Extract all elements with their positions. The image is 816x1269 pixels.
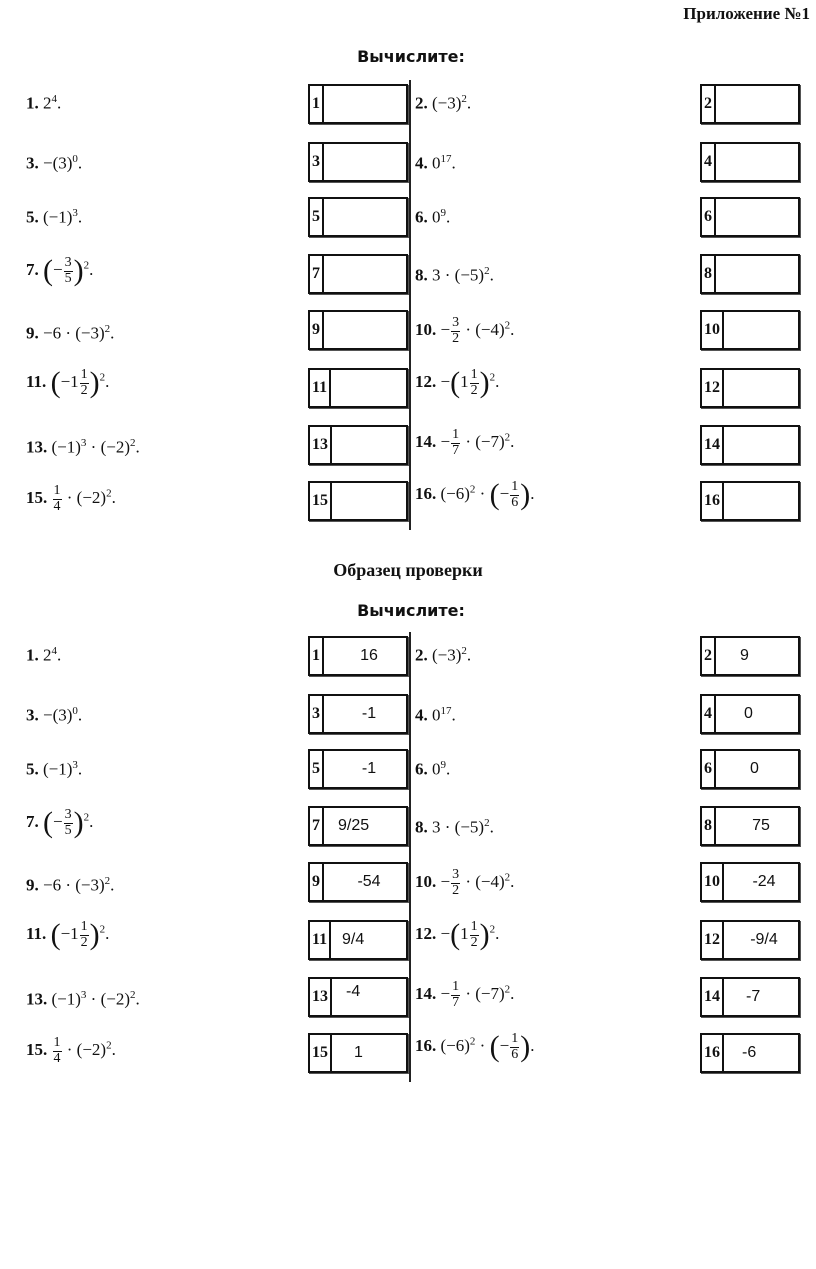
answer-box-3[interactable]: 3 — [308, 142, 408, 182]
column-divider — [409, 632, 411, 1082]
answer-box-15[interactable]: 15 — [308, 481, 408, 521]
problem-10: 10. − $\frac{3}{2}$ · $(-4)^2$. — [415, 867, 515, 898]
worksheet-sample — [0, 634, 816, 1154]
problem-5: 5. $(-1)^3$. — [26, 759, 83, 779]
answer-box-11[interactable]: 11 9/4 — [308, 920, 408, 960]
problem-8: 8. $3 \cdot (-5)^2$. — [415, 817, 494, 837]
problem-6: 6. $0^9$. — [415, 759, 451, 779]
worksheet-title: Вычислите: — [357, 47, 465, 66]
answer-box-6[interactable]: 6 0 — [700, 749, 800, 789]
problem-13: 13. $(-1)^3 \cdot (-2)^2$. — [26, 989, 140, 1009]
appendix-label: Приложение №1 — [683, 4, 810, 23]
answer-box-7[interactable]: 7 9/25 — [308, 806, 408, 846]
problem-16: 16. $(-6)^2$ · (− $\frac{1}{6}$ ). — [415, 478, 535, 512]
problem-6: 6. $0^9$. — [415, 207, 451, 227]
problem-4: 4. $0^{17}$. — [415, 705, 456, 725]
answer-box-5[interactable]: 5 — [308, 197, 408, 237]
problem-3: 3. $-(3)^0$. — [26, 705, 83, 725]
sample-title: Образец проверки — [333, 560, 483, 580]
answer-box-6[interactable]: 6 — [700, 197, 800, 237]
problem-10: 10. − $\frac{3}{2}$ · $(-4)^2$. — [415, 315, 515, 346]
problem-13: 13. $(-1)^3 \cdot (-2)^2$. — [26, 437, 140, 457]
answer-box-10[interactable]: 10 -24 — [700, 862, 800, 902]
answer-box-8[interactable]: 8 75 — [700, 806, 800, 846]
problem-2: 2. $(-3)^2$. — [415, 93, 472, 113]
problem-11: 11. (−1 $\frac{1}{2}$ )$^2$. — [26, 918, 110, 952]
answer-box-3[interactable]: 3 -1 — [308, 694, 408, 734]
problem-7: 7. (− $\frac{3}{5}$ )$^2$. — [26, 254, 94, 288]
answer-box-1[interactable]: 1 16 — [308, 636, 408, 676]
problem-11: 11. (−1 $\frac{1}{2}$ )$^2$. — [26, 366, 110, 400]
answer-box-10[interactable]: 10 — [700, 310, 800, 350]
answer-box-9[interactable]: 9 -54 — [308, 862, 408, 902]
answer-box-2[interactable]: 2 9 — [700, 636, 800, 676]
answer-box-4[interactable]: 4 — [700, 142, 800, 182]
problem-2: 2. $(-3)^2$. — [415, 645, 472, 665]
answer-box-12[interactable]: 12 — [700, 368, 800, 408]
answer-box-13[interactable]: 13 — [308, 425, 408, 465]
answer-box-16[interactable]: 16 -6 — [700, 1033, 800, 1073]
answer-box-1[interactable]: 1 — [308, 84, 408, 124]
problem-15: 15. $\frac{1}{4}$ · $(-2)^2$. — [26, 483, 116, 514]
problem-16: 16. $(-6)^2$ · (− $\frac{1}{6}$ ). — [415, 1030, 535, 1064]
problem-5: 5. $(-1)^3$. — [26, 207, 83, 227]
column-divider — [409, 80, 411, 530]
problem-3: 3. $-(3)^0$. — [26, 153, 83, 173]
problem-14: 14. − $\frac{1}{7}$ · $(-7)^2$. — [415, 427, 515, 458]
answer-box-7[interactable]: 7 — [308, 254, 408, 294]
problem-12: 12. −(1 $\frac{1}{2}$ )$^2$. — [415, 366, 500, 400]
answer-box-9[interactable]: 9 — [308, 310, 408, 350]
problem-7: 7. (− $\frac{3}{5}$ )$^2$. — [26, 806, 94, 840]
problem-12: 12. −(1 $\frac{1}{2}$ )$^2$. — [415, 918, 500, 952]
problem-15: 15. $\frac{1}{4}$ · $(-2)^2$. — [26, 1035, 116, 1066]
problem-9: 9. $-6 \cdot (-3)^2$. — [26, 875, 115, 895]
problem-4: 4. $0^{17}$. — [415, 153, 456, 173]
answer-box-12[interactable]: 12 -9/4 — [700, 920, 800, 960]
answer-box-16[interactable]: 16 — [700, 481, 800, 521]
answer-box-5[interactable]: 5 -1 — [308, 749, 408, 789]
problem-1: 1. $2^4$. — [26, 645, 62, 665]
worksheet-blank — [0, 82, 816, 602]
answer-box-14[interactable]: 14 — [700, 425, 800, 465]
answer-box-14[interactable]: 14 -7 — [700, 977, 800, 1017]
answer-box-4[interactable]: 4 0 — [700, 694, 800, 734]
answer-box-15[interactable]: 15 1 — [308, 1033, 408, 1073]
problem-14: 14. − $\frac{1}{7}$ · $(-7)^2$. — [415, 979, 515, 1010]
answer-box-13[interactable]: 13 -4 — [308, 977, 408, 1017]
answer-box-2[interactable]: 2 — [700, 84, 800, 124]
problem-1: 1. $2^4$. — [26, 93, 62, 113]
answer-box-8[interactable]: 8 — [700, 254, 800, 294]
worksheet-title-sample: Вычислите: — [357, 601, 465, 620]
problem-8: 8. $3 \cdot (-5)^2$. — [415, 265, 494, 285]
answer-box-11[interactable]: 11 — [308, 368, 408, 408]
problem-9: 9. $-6 \cdot (-3)^2$. — [26, 323, 115, 343]
